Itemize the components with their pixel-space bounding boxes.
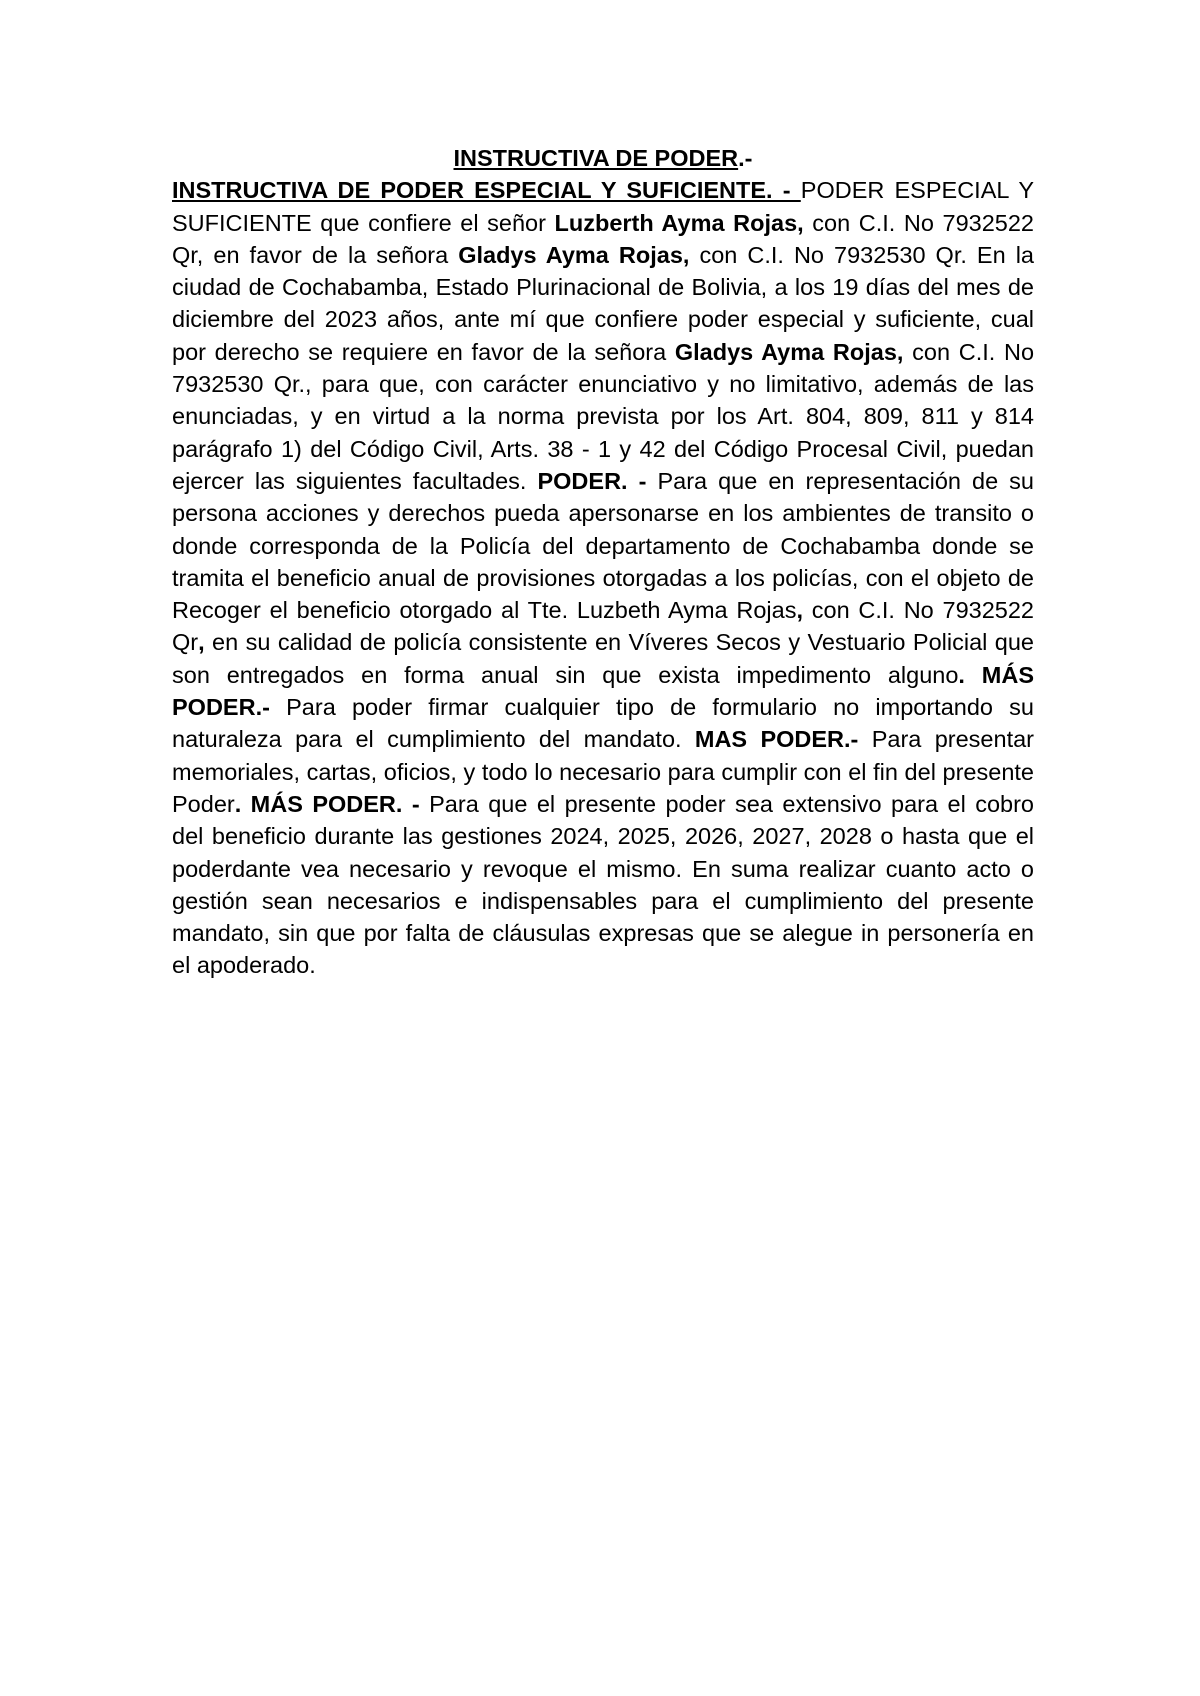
text-segment: Para poder firmar cualquier tipo de formulario no importando su naturaleza para el cumplimiento del mandato. [172,694,1034,753]
clause-mas-poder: . MÁS PODER.- [172,661,1035,721]
body-paragraph [172,174,1034,981]
title-text: INSTRUCTIVA DE PODER [453,145,739,171]
clause-mas-poder: . MÁS PODER. - [234,790,420,817]
text-segment: PODER ESPECIAL Y SUFICIENTE que confiere el señor [172,177,1034,236]
text-segment: con C.I. No 7932522 Qr, en favor de la señora [172,209,1034,268]
name-grantor: Luzberth Ayma Rojas, [554,209,804,236]
text-segment: con C.I. No 7932522 Qr [172,597,1035,656]
bold-comma: , [198,629,205,656]
name-grantee: Gladys Ayma Rojas, [458,241,690,268]
title-suffix: .- [738,145,753,171]
name-grantee: Gladys Ayma Rojas, [674,338,904,365]
text-segment: con C.I. No 7932530 Qr., para que, con carácter enunciativo y no limitativo, además de las enunciadas, y en virtud a la norma prevista por los Art. 804, 809, 811 y 814 parágrafo 1) del Código Civil, Arts. 38 - 1 y 42 del Código Procesal Civil, puedan ejercer las siguientes facultades. [172,338,1035,494]
clause-mas-poder: MAS PODER.- [694,726,859,753]
text-segment: Para presentar memoriales, cartas, oficios, y todo lo necesario para cumplir con el fin del presente Poder [172,726,1034,817]
text-segment: Para que en representación de su persona acciones y derechos pueda apersonarse en los ambientes de transito o donde corresponda de la Policía del departamento de Cochabamba donde se tramita el beneficio anual de provisiones otorgadas a los policías, con el objeto de Recoger el beneficio otorgado al Tte. Luzbeth Ayma Rojas [172,467,1034,624]
text-segment: con C.I. No 7932530 Qr. En la ciudad de Cochabamba, Estado Plurinacional de Bolivia, a los 19 días del mes de diciembre del 2023 años, ante mí que confiere poder especial y suficiente, cual por derecho se requiere en favor de la señora [172,241,1034,365]
bold-comma: , [796,597,803,624]
clause-poder: PODER. - [537,467,647,494]
text-segment: Para que el presente poder sea extensivo para el cobro del beneficio durante las gestiones 2024, 2025, 2026, 2027, 2028 o hasta que el poderdante vea necesario y revoque el mismo. En suma realizar cuanto acto o gestión sean necesarios e indispensables para el cumplimiento del presente mandato, sin que por falta de cláusulas expresas que se alegue in personería en el apoderado. [172,790,1035,979]
document-title [172,142,1034,174]
text-segment: en su calidad de policía consistente en Víveres Secos y Vestuario Policial que son entregados en forma anual sin que exista impedimento alguno [172,629,1034,688]
document-content [172,142,1034,982]
heading-instructiva: INSTRUCTIVA DE PODER ESPECIAL Y SUFICIENTE. - [172,177,801,204]
